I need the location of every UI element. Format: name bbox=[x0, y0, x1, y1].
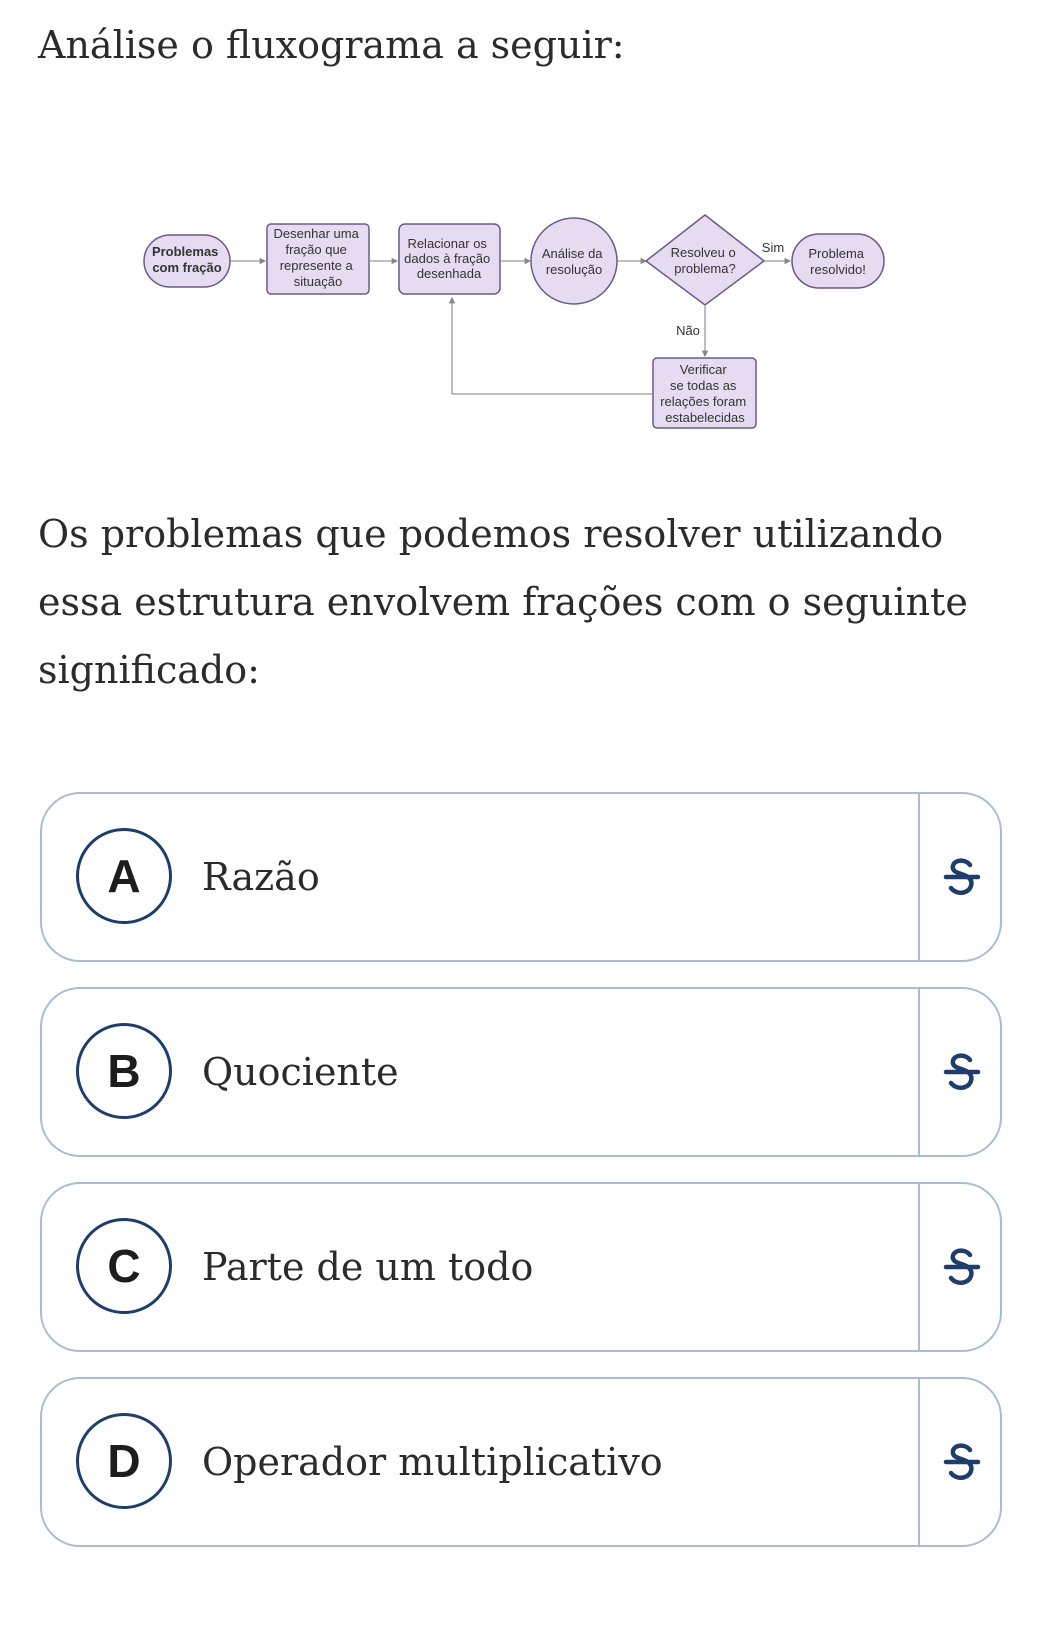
strikethrough-s-icon bbox=[942, 1050, 982, 1094]
node3-line1: Relacionar os bbox=[407, 236, 487, 251]
svg-text:Análise da resolução bbox=[542, 246, 606, 277]
option-b-letter: B bbox=[76, 1023, 172, 1119]
intro-text: Análise o fluxograma a seguir: bbox=[38, 23, 625, 67]
node-analise-resolucao bbox=[531, 218, 617, 304]
node2-line4: situação bbox=[293, 274, 343, 289]
option-a[interactable] bbox=[40, 792, 1002, 962]
node5-line1: Resolveu o bbox=[670, 245, 736, 260]
node3-line2: dados à fração bbox=[404, 251, 491, 266]
svg-text:Problemas com fração bbox=[152, 244, 222, 275]
svg-text:Relacionar os dados à fraç bbox=[404, 236, 494, 281]
option-c-strike-button[interactable] bbox=[922, 1184, 1002, 1350]
node-decisao-resolveu bbox=[646, 215, 764, 305]
option-a-divider bbox=[918, 794, 920, 960]
node-problema-resolvido bbox=[792, 234, 884, 288]
node2-line1: Desenhar uma bbox=[273, 226, 359, 241]
option-c-letter: C bbox=[76, 1218, 172, 1314]
option-b-text: Quociente bbox=[202, 1050, 399, 1094]
strikethrough-s-icon bbox=[942, 1440, 982, 1484]
node2-line2: fração que bbox=[285, 242, 347, 257]
node6-line1: Problema bbox=[808, 246, 865, 261]
node7-line2: se todas as bbox=[669, 378, 737, 393]
option-a-strike-button[interactable] bbox=[922, 794, 1002, 960]
node7-line1: Verificar bbox=[679, 362, 727, 377]
strikethrough-s-icon bbox=[942, 855, 982, 899]
node1-line1: Problemas bbox=[151, 244, 219, 259]
label-sim: Sim bbox=[761, 240, 785, 255]
svg-text:Resolveu o problema? bbox=[671, 245, 740, 276]
node7-line4: estabelecidas bbox=[665, 410, 745, 425]
node6-line2: resolvido! bbox=[810, 262, 866, 277]
node3-line3: desenhada bbox=[416, 266, 482, 281]
option-d-letter: D bbox=[76, 1413, 172, 1509]
strikethrough-s-icon bbox=[942, 1245, 982, 1289]
option-d-strike-button[interactable] bbox=[922, 1379, 1002, 1545]
svg-text:Problema resolvido! bbox=[808, 246, 867, 277]
option-c-text: Parte de um todo bbox=[202, 1245, 534, 1289]
node7-line3: relações foram bbox=[660, 394, 747, 409]
node2-line3: represente a bbox=[279, 258, 353, 273]
option-b[interactable] bbox=[40, 987, 1002, 1157]
option-a-letter: A bbox=[76, 828, 172, 924]
node1-line2: com fração bbox=[152, 260, 222, 275]
flowchart bbox=[0, 200, 1050, 460]
arrow-n7-n3 bbox=[452, 298, 652, 394]
option-c-divider bbox=[918, 1184, 920, 1350]
node4-line2: resolução bbox=[545, 262, 603, 277]
option-a-text: Razão bbox=[202, 855, 320, 899]
option-b-strike-button[interactable] bbox=[922, 989, 1002, 1155]
node4-line1: Análise da bbox=[541, 246, 603, 261]
option-b-divider bbox=[918, 989, 920, 1155]
option-c[interactable] bbox=[40, 1182, 1002, 1352]
option-d[interactable] bbox=[40, 1377, 1002, 1547]
option-d-divider bbox=[918, 1379, 920, 1545]
question-text: Os problemas que podemos resolver utilizando essa estrutura envolvem frações com o seguinte significado: bbox=[38, 512, 968, 692]
option-d-text: Operador multiplicativo bbox=[202, 1440, 663, 1484]
node5-line2: problema? bbox=[674, 261, 736, 276]
label-nao: Não bbox=[676, 323, 700, 338]
